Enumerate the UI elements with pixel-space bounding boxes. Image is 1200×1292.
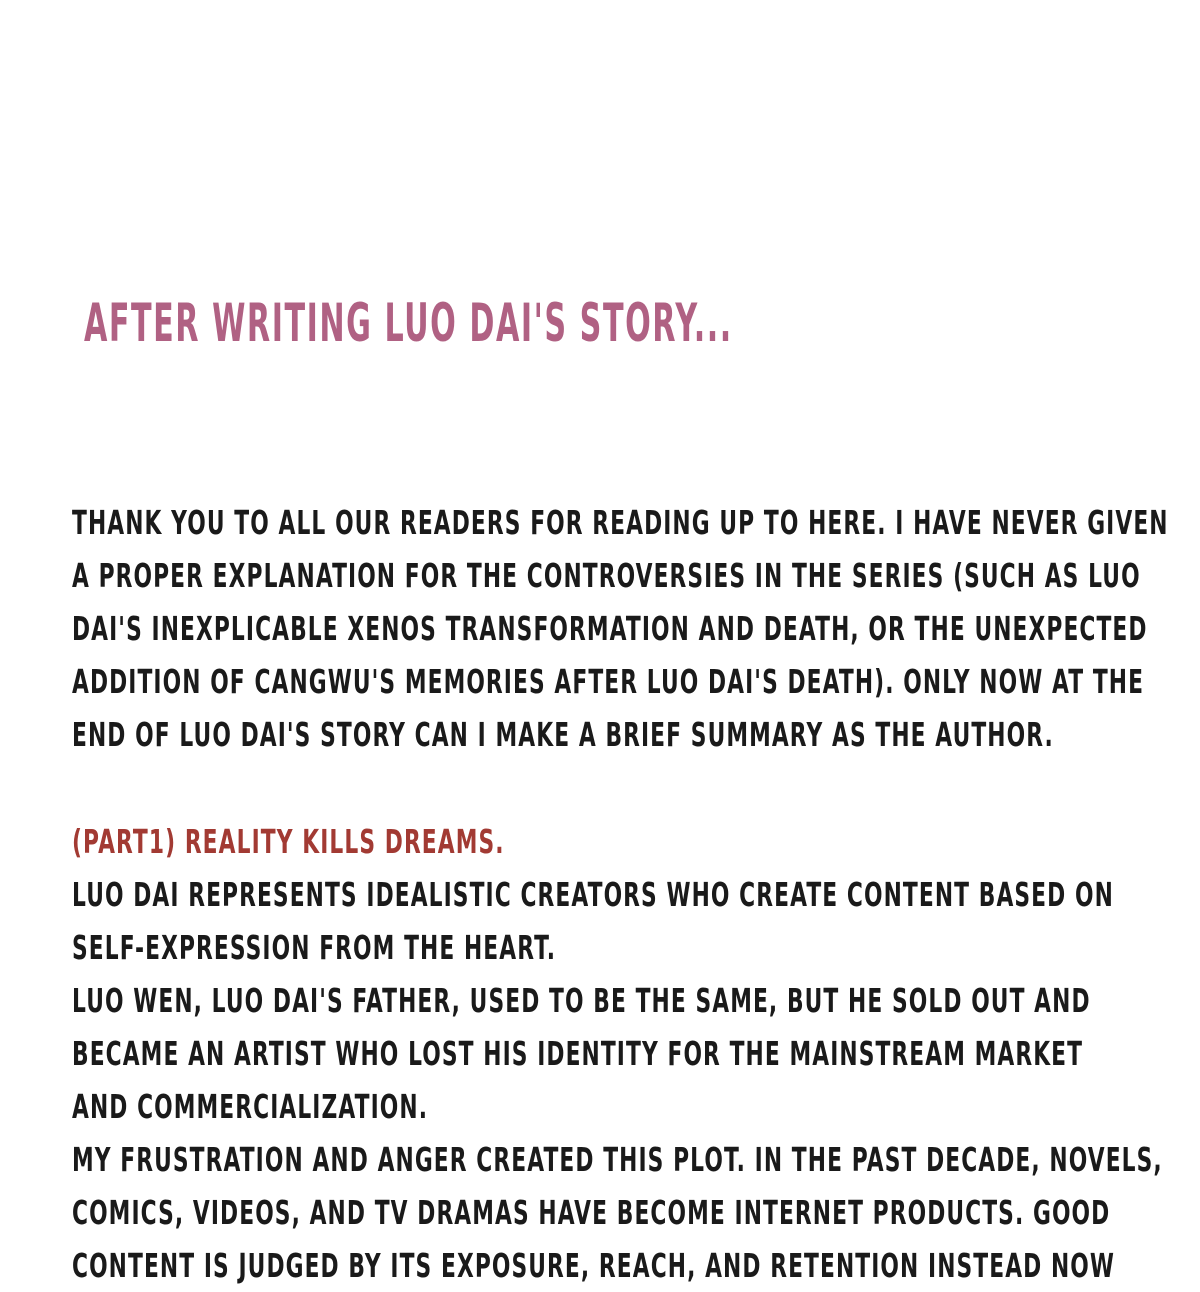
text-line: DAI'S INEXPLICABLE XENOS TRANSFORMATION AND DEATH, OR THE UNEXPECTED (72, 609, 1148, 648)
intro-paragraph (72, 496, 1200, 761)
text-line: ADDITION OF CANGWU'S MEMORIES AFTER LUO DAI'S DEATH). ONLY NOW AT THE (72, 662, 1145, 701)
text-line: LUO DAI REPRESENTS IDEALISTIC CREATORS WHO CREATE CONTENT BASED ON (72, 875, 1114, 914)
part1-heading: (PART1) REALITY KILLS DREAMS. (72, 822, 505, 861)
text-line: END OF LUO DAI'S STORY CAN I MAKE A BRIEF SUMMARY AS THE AUTHOR. (72, 715, 1054, 754)
text-line: THANK YOU TO ALL OUR READERS FOR READING UP TO HERE. I HAVE NEVER GIVEN (72, 503, 1169, 542)
text-line: BECAME AN ARTIST WHO LOST HIS IDENTITY FOR THE MAINSTREAM MARKET (72, 1034, 1084, 1073)
page-title: AFTER WRITING LUO DAI'S STORY... (84, 293, 733, 354)
text-line: AND COMMERCIALIZATION. (72, 1087, 429, 1126)
text-line: CONTENT IS JUDGED BY ITS EXPOSURE, REACH, AND RETENTION INSTEAD NOW (72, 1246, 1116, 1285)
text-line: MY FRUSTRATION AND ANGER CREATED THIS PLOT. IN THE PAST DECADE, NOVELS, (72, 1140, 1163, 1179)
text-line: LUO WEN, LUO DAI'S FATHER, USED TO BE THE SAME, BUT HE SOLD OUT AND (72, 981, 1091, 1020)
text-line: COMICS, VIDEOS, AND TV DRAMAS HAVE BECOME INTERNET PRODUCTS. GOOD (72, 1193, 1111, 1232)
part1-body (72, 868, 1200, 1292)
text-line: SELF-EXPRESSION FROM THE HEART. (72, 928, 557, 967)
part1-section (72, 815, 1200, 1292)
text-line: A PROPER EXPLANATION FOR THE CONTROVERSIES IN THE SERIES (SUCH AS LUO (72, 556, 1141, 595)
